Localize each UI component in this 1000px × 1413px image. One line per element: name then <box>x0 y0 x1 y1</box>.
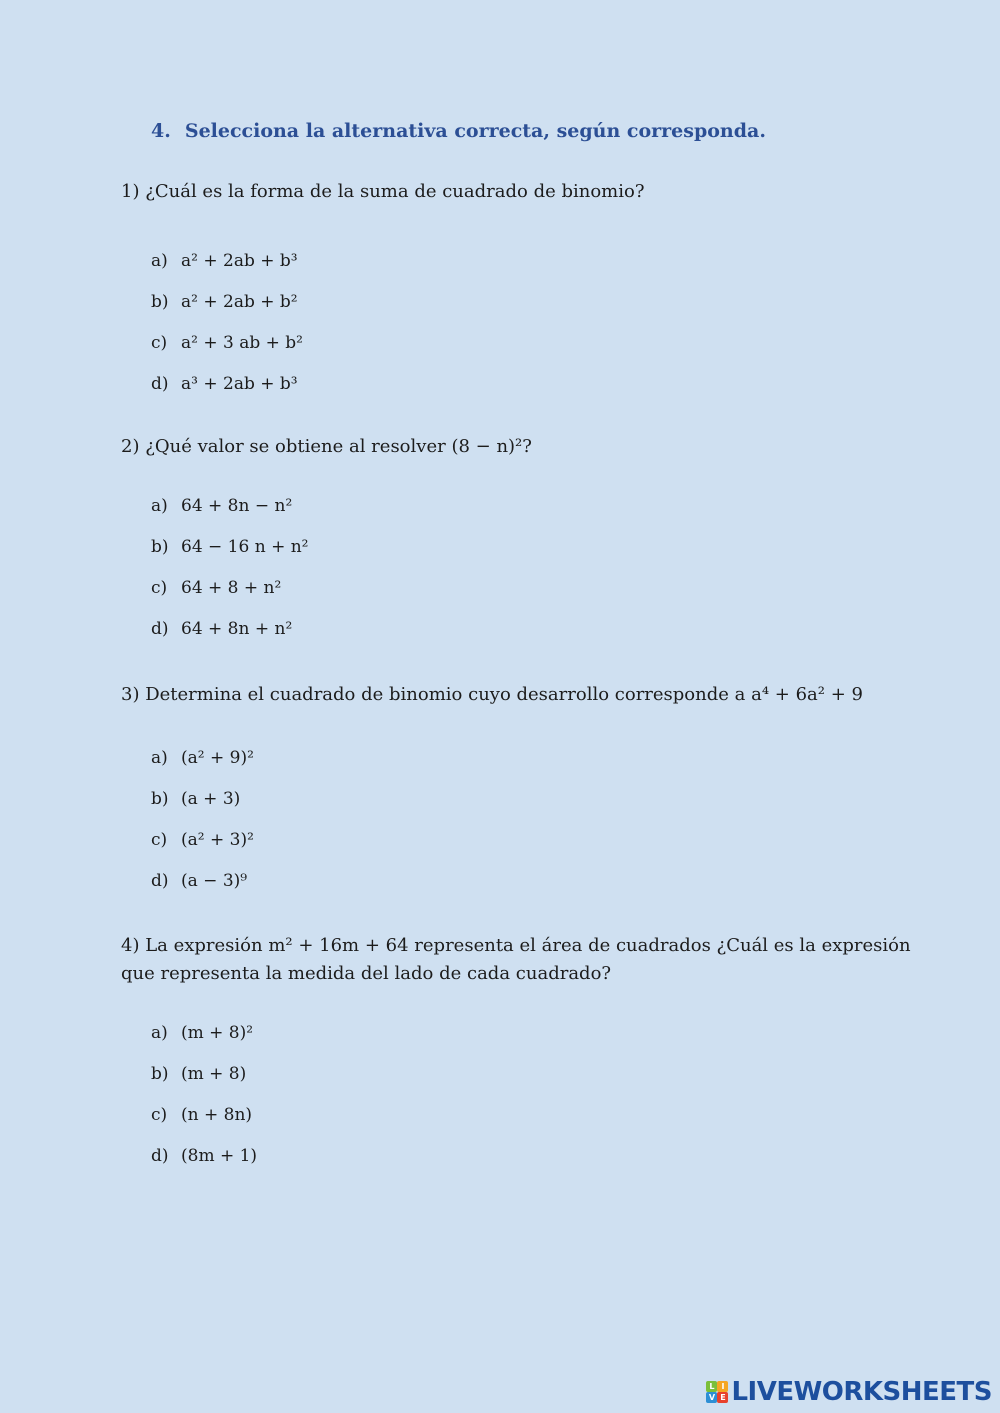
liveworksheets-logo-icon <box>706 1381 728 1403</box>
q4-option-a[interactable] <box>151 1019 253 1047</box>
option-letter: a) <box>151 748 168 768</box>
question-4-label-line2: que representa la medida del lado de cada cuadrado? <box>121 963 612 984</box>
logo-mark-letter: I <box>717 1381 728 1392</box>
option-letter: b) <box>151 537 169 557</box>
question-4-label <box>121 932 911 960</box>
option-letter: d) <box>151 374 169 394</box>
option-expression: 64 + 8n − n² <box>181 496 293 516</box>
option-expression: a² + 3 ab + b² <box>181 333 303 353</box>
option-expression: (a + 3) <box>181 789 241 809</box>
option-letter: c) <box>151 830 168 850</box>
q2-option-d[interactable] <box>151 615 292 643</box>
question-text: 2) ¿Qué valor se obtiene al resolver <box>121 436 446 457</box>
option-expression: 64 + 8 + n² <box>181 578 282 598</box>
question-2-label <box>121 433 532 461</box>
question-1-label: 1) ¿Cuál es la forma de la suma de cuadrado de binomio? <box>121 181 645 202</box>
q3-option-b[interactable] <box>151 785 240 813</box>
q3-option-c[interactable] <box>151 826 254 854</box>
q1-option-b[interactable] <box>151 288 298 316</box>
option-expression: (a² + 3)² <box>181 830 254 850</box>
liveworksheets-logo[interactable] <box>706 1375 992 1409</box>
option-letter: d) <box>151 619 169 639</box>
q3-option-a[interactable] <box>151 744 254 772</box>
option-expression: a² + 2ab + b³ <box>181 251 298 271</box>
option-expression: (a − 3)⁹ <box>181 871 248 891</box>
option-letter: b) <box>151 789 169 809</box>
q2-option-b[interactable] <box>151 533 308 561</box>
option-letter: c) <box>151 578 168 598</box>
option-letter: d) <box>151 871 169 891</box>
option-expression: (a² + 9)² <box>181 748 254 768</box>
option-letter: a) <box>151 1023 168 1043</box>
question-math: a⁴ + 6a² + 9 <box>751 684 863 705</box>
logo-text: LIVEWORKSHEETS <box>731 1377 992 1407</box>
option-letter: b) <box>151 1064 169 1084</box>
option-letter: b) <box>151 292 169 312</box>
option-expression: a² + 2ab + b² <box>181 292 298 312</box>
q1-option-c[interactable] <box>151 329 303 357</box>
question-text: 4) La expresión <box>121 935 263 956</box>
logo-mark-letter: L <box>706 1381 717 1392</box>
option-letter: a) <box>151 251 168 271</box>
heading-text: Selecciona la alternativa correcta, según corresponda. <box>184 120 766 142</box>
question-text-continued: representa el área de cuadrados ¿Cuál es la expresión <box>414 935 911 956</box>
option-letter: c) <box>151 1105 168 1125</box>
section-heading <box>151 120 766 142</box>
logo-mark-letter: V <box>706 1392 717 1403</box>
logo-mark-letter: E <box>717 1392 728 1403</box>
q4-option-d[interactable] <box>151 1142 257 1170</box>
option-expression: 64 − 16 n + n² <box>181 537 309 557</box>
question-math: m² + 16m + 64 <box>268 935 409 956</box>
question-text: 3) Determina el cuadrado de binomio cuyo desarrollo corresponde a <box>121 684 746 705</box>
heading-number: 4. <box>151 120 171 142</box>
option-expression: 64 + 8n + n² <box>181 619 293 639</box>
q1-option-a[interactable] <box>151 247 298 275</box>
option-letter: d) <box>151 1146 169 1166</box>
q3-option-d[interactable] <box>151 867 247 895</box>
option-expression: a³ + 2ab + b³ <box>181 374 298 394</box>
q4-option-b[interactable] <box>151 1060 246 1088</box>
option-expression: (m + 8)² <box>181 1023 254 1043</box>
question-math: (8 − n)²? <box>451 436 532 457</box>
option-letter: a) <box>151 496 168 516</box>
option-letter: c) <box>151 333 168 353</box>
question-3-label <box>121 681 863 709</box>
option-expression: (m + 8) <box>181 1064 247 1084</box>
q4-option-c[interactable] <box>151 1101 252 1129</box>
q1-option-d[interactable] <box>151 370 298 398</box>
q2-option-c[interactable] <box>151 574 281 602</box>
option-expression: (n + 8n) <box>181 1105 253 1125</box>
q2-option-a[interactable] <box>151 492 292 520</box>
option-expression: (8m + 1) <box>181 1146 258 1166</box>
